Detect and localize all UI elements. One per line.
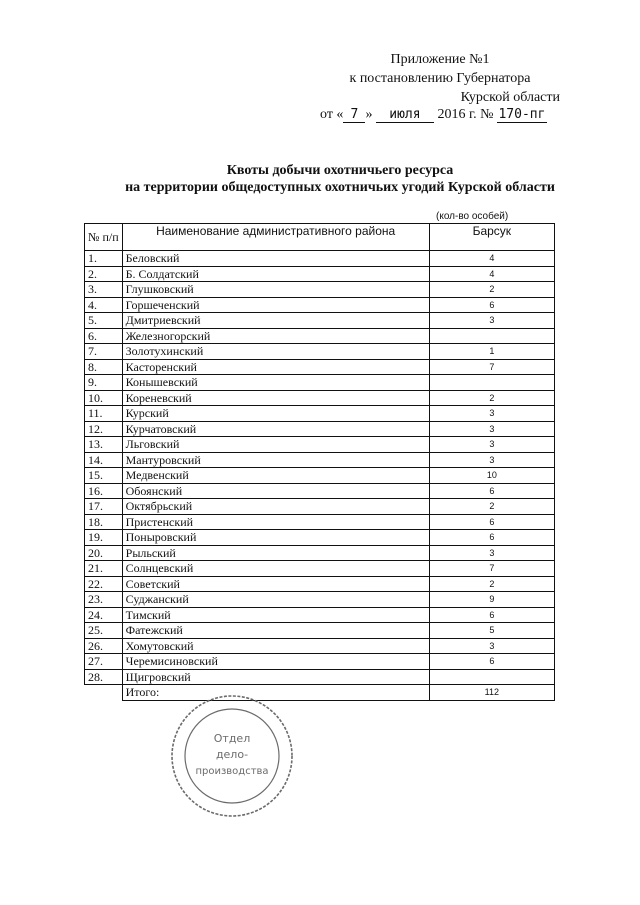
district-name: Железногорский (122, 328, 429, 344)
district-name: Советский (122, 576, 429, 592)
row-number: 16. (85, 483, 123, 499)
row-number: 7. (85, 344, 123, 360)
table-row (85, 452, 555, 468)
row-number: 28. (85, 669, 123, 685)
district-name: Фатежский (122, 623, 429, 639)
quota-value: 7 (429, 359, 554, 375)
table-row (85, 638, 555, 654)
table-row (85, 297, 555, 313)
quota-value: 2 (429, 576, 554, 592)
district-name: Мантуровский (122, 452, 429, 468)
row-number: 1. (85, 251, 123, 267)
row-number: 22. (85, 576, 123, 592)
total-number-cell (85, 685, 123, 701)
quota-value: 9 (429, 592, 554, 608)
district-name: Поныровский (122, 530, 429, 546)
quota-table (84, 223, 555, 701)
date-mid: » (365, 107, 373, 122)
table-row (85, 251, 555, 267)
table-row (85, 375, 555, 391)
table-row (85, 468, 555, 484)
district-name: Горшеченский (122, 297, 429, 313)
row-number: 9. (85, 375, 123, 391)
row-number: 14. (85, 452, 123, 468)
row-number: 2. (85, 266, 123, 282)
district-name: Хомутовский (122, 638, 429, 654)
office-stamp (168, 692, 296, 820)
district-name: Б. Солдатский (122, 266, 429, 282)
district-name: Солнцевский (122, 561, 429, 577)
district-name: Дмитриевский (122, 313, 429, 329)
district-name: Кореневский (122, 390, 429, 406)
district-name: Пристенский (122, 514, 429, 530)
table-row (85, 514, 555, 530)
row-number: 24. (85, 607, 123, 623)
total-label: Итого: (122, 685, 429, 701)
quota-value: 3 (429, 437, 554, 453)
district-name: Золотухинский (122, 344, 429, 360)
quota-value: 6 (429, 530, 554, 546)
district-name: Глушковский (122, 282, 429, 298)
district-name: Обоянский (122, 483, 429, 499)
column-header-value: Барсук (429, 224, 554, 251)
stamp-text-3: производства (195, 766, 269, 777)
district-name: Беловский (122, 251, 429, 267)
column-header-number: № п/п (85, 224, 123, 251)
row-number: 6. (85, 328, 123, 344)
quota-value: 3 (429, 545, 554, 561)
row-number: 8. (85, 359, 123, 375)
row-number: 21. (85, 561, 123, 577)
quota-value: 2 (429, 499, 554, 515)
stamp-text-1: Отдел (213, 732, 251, 745)
row-number: 20. (85, 545, 123, 561)
row-number: 25. (85, 623, 123, 639)
quota-value: 6 (429, 514, 554, 530)
table-row (85, 313, 555, 329)
quota-value (429, 669, 554, 685)
district-name: Медвенский (122, 468, 429, 484)
district-name: Щигровский (122, 669, 429, 685)
table-row (85, 266, 555, 282)
document-title (60, 162, 620, 196)
table-row (85, 561, 555, 577)
quota-value: 3 (429, 313, 554, 329)
unit-note: (кол-во особей) (436, 211, 509, 222)
table-row (85, 344, 555, 360)
table-row (85, 545, 555, 561)
date-day: 7 (343, 107, 365, 123)
row-number: 18. (85, 514, 123, 530)
resolution-date (320, 107, 547, 123)
district-name: Тимский (122, 607, 429, 623)
row-number: 4. (85, 297, 123, 313)
table-row (85, 499, 555, 515)
table-row (85, 421, 555, 437)
table-row (85, 328, 555, 344)
district-name: Черемисиновский (122, 654, 429, 670)
district-name: Рыльский (122, 545, 429, 561)
table-row (85, 669, 555, 685)
quota-value: 5 (429, 623, 554, 639)
quota-value: 3 (429, 421, 554, 437)
stamp-text-2: дело- (215, 748, 249, 761)
date-prefix: от « (320, 107, 344, 122)
quota-value: 1 (429, 344, 554, 360)
table-row (85, 282, 555, 298)
row-number: 5. (85, 313, 123, 329)
column-header-name: Наименование административного района (122, 224, 429, 251)
quota-value (429, 328, 554, 344)
table-row (85, 607, 555, 623)
resolution-number: 170-пг (498, 107, 546, 122)
quota-value: 10 (429, 468, 554, 484)
title-line-1: Квоты добычи охотничьего ресурса (226, 163, 454, 178)
row-number: 26. (85, 638, 123, 654)
row-number: 13. (85, 437, 123, 453)
quota-value: 3 (429, 406, 554, 422)
district-name: Суджанский (122, 592, 429, 608)
quota-value: 3 (429, 452, 554, 468)
district-name: Льговский (122, 437, 429, 453)
resolution-reference: к постановлению Губернатора (349, 71, 531, 86)
row-number: 3. (85, 282, 123, 298)
row-number: 15. (85, 468, 123, 484)
table-row (85, 530, 555, 546)
table-row (85, 406, 555, 422)
quota-value: 6 (429, 483, 554, 499)
table-header-row (85, 224, 555, 251)
quota-value: 7 (429, 561, 554, 577)
district-name: Октябрьский (122, 499, 429, 515)
quota-value: 2 (429, 390, 554, 406)
quota-value (429, 375, 554, 391)
row-number: 11. (85, 406, 123, 422)
row-number: 23. (85, 592, 123, 608)
quota-value: 4 (429, 266, 554, 282)
date-month: июля (376, 107, 434, 123)
quota-value: 2 (429, 282, 554, 298)
row-number: 10. (85, 390, 123, 406)
title-line-2: на территории общедоступных охотничьих угодий Курской области (125, 180, 555, 195)
table-row (85, 654, 555, 670)
quota-value: 6 (429, 297, 554, 313)
table-row (85, 483, 555, 499)
region-label: Курской области (460, 90, 560, 105)
district-name: Касторенский (122, 359, 429, 375)
row-number: 19. (85, 530, 123, 546)
table-row (85, 437, 555, 453)
district-name: Конышевский (122, 375, 429, 391)
district-name: Курский (122, 406, 429, 422)
total-value: 112 (429, 685, 554, 701)
table-row (85, 576, 555, 592)
document-header (300, 50, 580, 107)
quota-value: 6 (429, 654, 554, 670)
row-number: 12. (85, 421, 123, 437)
quota-value: 4 (429, 251, 554, 267)
district-name: Курчатовский (122, 421, 429, 437)
row-number: 27. (85, 654, 123, 670)
total-row (85, 685, 555, 701)
table-row (85, 592, 555, 608)
row-number: 17. (85, 499, 123, 515)
table-row (85, 623, 555, 639)
quota-value: 3 (429, 638, 554, 654)
table-row (85, 390, 555, 406)
date-year: 2016 г. № (437, 107, 494, 122)
quota-value: 6 (429, 607, 554, 623)
appendix-label: Приложение №1 (390, 52, 490, 67)
table-row (85, 359, 555, 375)
